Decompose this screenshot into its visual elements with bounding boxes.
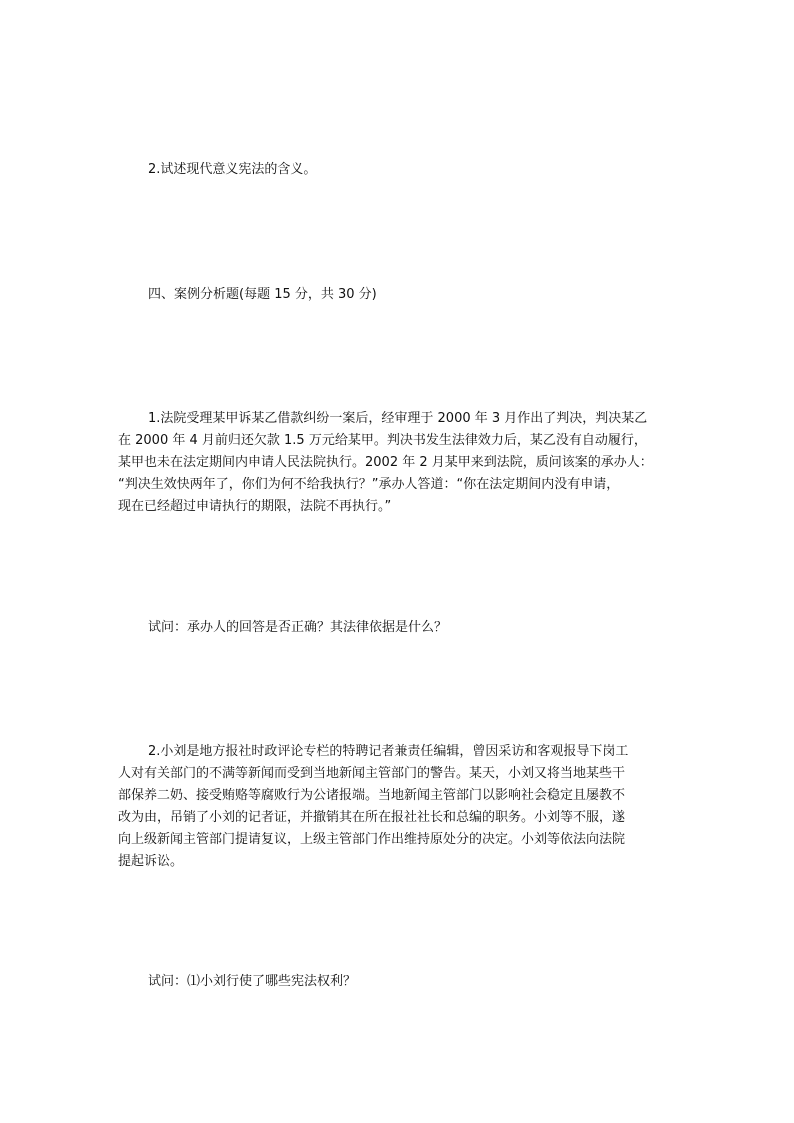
- case-1-line: 1.法院受理某甲诉某乙借款纠纷一案后，经审理于 2000 年 3 月作出了判决，判决某乙: [148, 411, 648, 426]
- case-2-line: 2.小刘是地方报社时政评论专栏的特聘记者兼责任编辑，曾因采访和客观报导下岗工: [148, 744, 629, 759]
- case-2-line: 人对有关部门的不满等新闻而受到当地新闻主管部门的警告。某天，小刘又将当地某些干: [118, 766, 626, 781]
- case-2-question: 试问：⑴小刘行使了哪些宪法权利？: [148, 974, 357, 989]
- case-2-line: 部保养二奶、接受贿赂等腐败行为公诸报端。当地新闻主管部门以影响社会稳定且屡教不: [118, 788, 626, 803]
- case-2-line: 改为由，吊销了小刘的记者证，并撤销其在所在报社社长和总编的职务。小刘等不服，遂: [118, 810, 626, 825]
- case-2-line: 提起诉讼。: [118, 854, 184, 869]
- case-1-line: 现在已经超过申请执行的期限，法院不再执行。”: [118, 499, 392, 514]
- case-2-paragraph: [118, 741, 678, 873]
- case-1-question: 试问：承办人的回答是否正确？其法律依据是什么？: [148, 620, 448, 635]
- question-2-title: 2.试述现代意义宪法的含义。: [148, 162, 317, 177]
- case-1-line: “判决生效快两年了，你们为何不给我执行？”承办人答道：“你在法定期间内没有申请，: [118, 477, 620, 492]
- case-1-line: 在 2000 年 4 月前归还欠款 1.5 万元给某甲。判决书发生法律效力后，某乙没有自动履行，: [118, 433, 647, 448]
- section-4-title: 四、案例分析题(每题 15 分，共 30 分): [148, 287, 377, 302]
- case-1-paragraph: [118, 408, 678, 518]
- case-2-line: 向上级新闻主管部门提请复议，上级主管部门作出维持原处分的决定。小刘等依法向法院: [118, 832, 626, 847]
- case-1-line: 某甲也未在法定期间内申请人民法院执行。2002 年 2 月某甲来到法院，质问该案的承办人：: [118, 455, 653, 470]
